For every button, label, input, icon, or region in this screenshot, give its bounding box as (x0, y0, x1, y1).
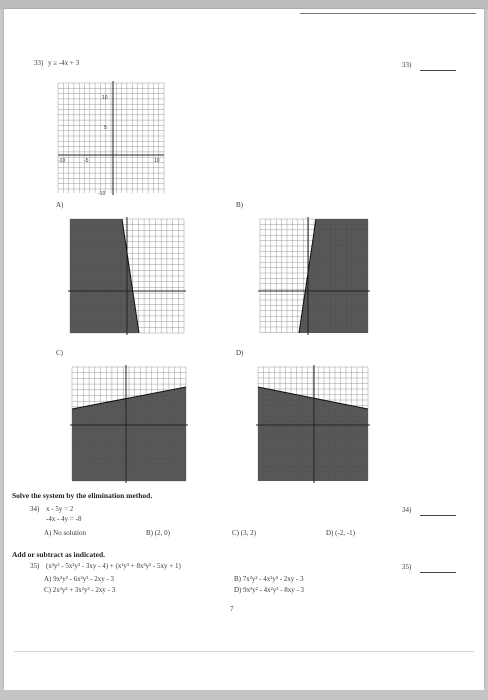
worksheet-page (4, 9, 484, 690)
q33-coordinate-grid (54, 77, 168, 199)
q33-choice-b-graph[interactable] (256, 213, 372, 337)
choice-text: (2, 0) (154, 529, 170, 537)
q33-choice-c-graph[interactable] (68, 361, 190, 485)
elimination-heading: Solve the system by the elimination method. (12, 491, 153, 500)
q33-choice-a-label[interactable]: A) (56, 201, 64, 209)
q34-equation-1: x - 5y = 2 (46, 505, 74, 513)
tick-label-top: 10 (102, 95, 108, 101)
q34-answer-line[interactable] (420, 515, 456, 516)
choice-text: (-2, -1) (335, 529, 355, 537)
tick-label-left: -10 (58, 158, 66, 164)
choice-text: 9x³y² - 4x²y³ - 8xy - 3 (243, 586, 305, 594)
q35-choice-b[interactable] (234, 575, 304, 584)
choice-letter: C) (44, 586, 51, 594)
q33-equation: y ≥ -4x + 3 (48, 59, 80, 67)
footer-rule (14, 651, 474, 652)
choice-letter: C) (232, 529, 239, 537)
q35-choice-d[interactable] (234, 586, 304, 595)
tick-label-mid: 5 (104, 125, 107, 131)
page-number: 7 (230, 605, 234, 613)
q35-expression: (x³y² - 5x²y³ - 3xy - 4) + (x²y³ + 8x³y² - 5xy + 1) (46, 562, 181, 570)
q33-choice-b-label[interactable]: B) (236, 201, 243, 209)
q35-choice-a[interactable] (44, 575, 114, 584)
q33-choice-d-label[interactable]: D) (236, 349, 244, 357)
window-bottom-bar (0, 690, 488, 700)
choice-letter: A) (44, 529, 52, 537)
q34-equation-2: -4x - 4y = -8 (46, 515, 82, 523)
q33-choice-d-graph[interactable] (254, 361, 372, 485)
q33-choice-a-graph[interactable] (66, 213, 188, 337)
q33-choice-c-label[interactable]: C) (56, 349, 63, 357)
q35-choice-c[interactable] (44, 586, 115, 595)
choice-text: 2x³y² + 3x²y³ - 2xy - 3 (52, 586, 116, 594)
tick-label-left-mid: -5 (84, 158, 89, 164)
tick-label-bottom: -10 (98, 191, 106, 197)
q34-choice-c[interactable] (232, 529, 256, 538)
q35-answer-line[interactable] (420, 572, 456, 573)
shaded-region (299, 219, 368, 333)
choice-text: No solution (53, 529, 87, 537)
choice-letter: B) (146, 529, 153, 537)
q35-answer-label: 35) (402, 563, 412, 571)
header-rule (300, 13, 476, 14)
choice-text: 7x³y² - 4x²y³ - 2xy - 3 (242, 575, 304, 583)
q35-number: 35) (30, 562, 40, 570)
choice-text: 9x³y² - 6x²y³ - 2xy - 3 (53, 575, 115, 583)
tick-label-right: 10 (154, 158, 160, 164)
window-top-bar (0, 0, 488, 9)
choice-letter: B) (234, 575, 241, 583)
add-subtract-heading: Add or subtract as indicated. (12, 550, 105, 559)
q34-number: 34) (30, 505, 40, 513)
q34-choice-b[interactable] (146, 529, 170, 538)
choice-letter: D) (234, 586, 242, 594)
q34-answer-label: 34) (402, 506, 412, 514)
q34-choice-d[interactable] (326, 529, 355, 538)
choice-text: (3, 2) (240, 529, 256, 537)
choice-letter: A) (44, 575, 52, 583)
q33-answer-label: 33) (402, 61, 412, 69)
q33-number: 33) (34, 59, 44, 67)
q34-choice-a[interactable] (44, 529, 86, 538)
q33-answer-line[interactable] (420, 70, 456, 71)
grid-lines (58, 83, 164, 193)
choice-letter: D) (326, 529, 334, 537)
